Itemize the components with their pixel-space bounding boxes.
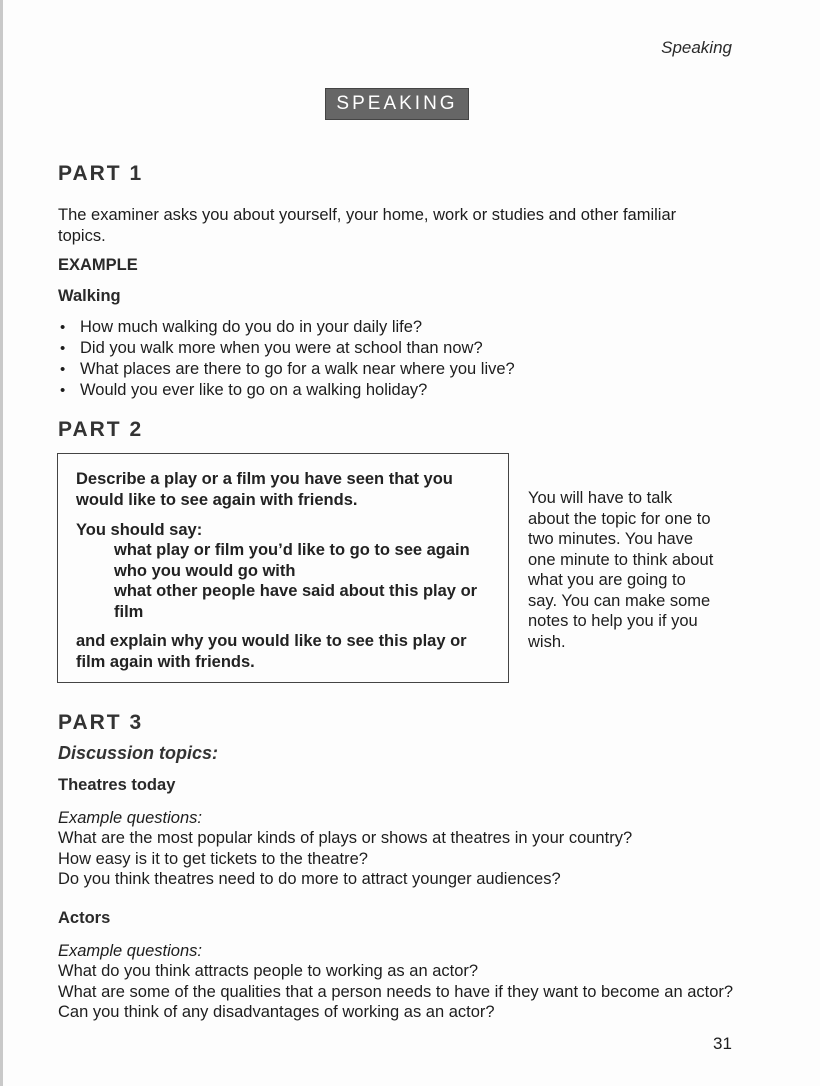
part1-topic: Walking (58, 287, 121, 305)
question-line: What are the most popular kinds of plays or shows at theatres in your country? (58, 829, 633, 847)
theatres-questions (58, 828, 758, 890)
part3-heading: PART 3 (58, 711, 144, 734)
cue-card-point: what other people have said about this play or film (114, 582, 478, 621)
part2-instructions-note: You will have to talk about the topic for one to two minutes. You have one minute to think about what you are going to say. You can make some notes to help you if you wish. (528, 489, 714, 651)
cue-card-explain: and explain why you would like to see this play or film again with friends. (76, 632, 467, 671)
list-item: • What places are there to go for a walk near where you live? (58, 359, 515, 380)
question-line: Do you think theatres need to do more to attract younger audiences? (58, 870, 561, 888)
page-edge (0, 0, 3, 1086)
cue-card-topic: Describe a play or a film you have seen that you would like to see again with friends. (76, 470, 453, 509)
part1-example-label: EXAMPLE (58, 256, 138, 274)
question-line: How easy is it to get tickets to the theatre? (58, 849, 368, 868)
cue-card-point: what play or film you’d like to go to see again (114, 541, 470, 559)
topic-title-theatres: Theatres today (58, 776, 176, 794)
running-head: Speaking (661, 38, 732, 57)
actors-questions (58, 961, 738, 1023)
question-line: What are some of the qualities that a person needs to have if they want to become an actor? Can you think of any disadvantages of working as an actor? (58, 982, 734, 1021)
cue-card (57, 453, 509, 683)
question-line: What do you think attracts people to working as an actor? (58, 962, 479, 980)
list-item: • Did you walk more when you were at school than now? (58, 338, 515, 359)
list-item: • Would you ever like to go on a walking holiday? (58, 380, 515, 401)
example-questions-label: Example questions: (58, 942, 202, 960)
section-title: SPEAKING (325, 88, 469, 120)
page-number: 31 (713, 1034, 732, 1053)
part2-heading: PART 2 (58, 418, 144, 441)
topic-title-actors: Actors (58, 909, 111, 927)
part1-question-list (58, 317, 515, 401)
part1-intro: The examiner asks you about yourself, your home, work or studies and other familiar topics. (58, 206, 677, 245)
cue-card-point: who you would go with (114, 561, 296, 580)
cue-card-points (114, 540, 504, 622)
list-item: • How much walking do you do in your daily life? (58, 317, 515, 338)
discussion-label: Discussion topics: (58, 743, 219, 763)
example-questions-label: Example questions: (58, 809, 202, 827)
part1-heading: PART 1 (58, 162, 144, 185)
cue-card-should-say: You should say: (76, 521, 203, 539)
